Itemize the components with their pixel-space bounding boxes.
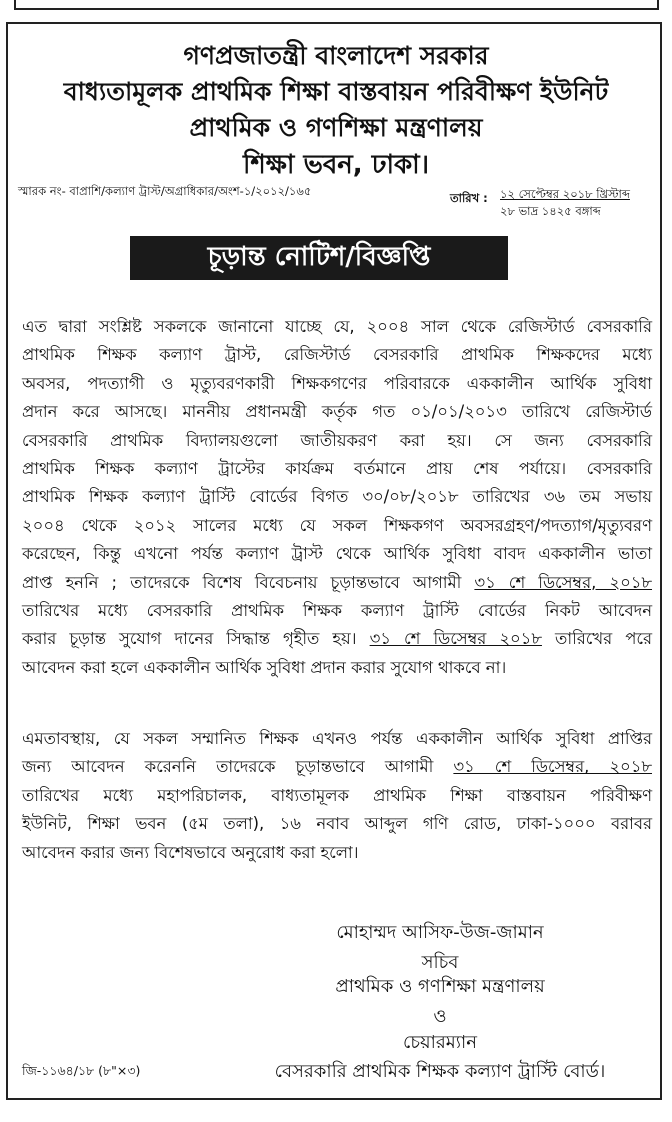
paragraph-line: তারিখের মধ্যে মহাপরিচালক, বাধ্যতামূলক প্রাথমিক শিক্ষা বাস্তবায়ন পরিবীক্ষণ	[22, 785, 652, 805]
paragraph-line: ইউনিট, শিক্ষা ভবন (৫ম তলা), ১৬ নবাব আব্দুল গণি রোড, ঢাকা-১০০০ বরাবর	[22, 814, 652, 834]
signatory-name: মোহাম্মদ আসিফ-উজ-জামান	[336, 922, 544, 943]
government-name: গণপ্রজাতন্ত্রী বাংলাদেশ সরকার	[183, 41, 489, 70]
line-text: প্রাপ্ত হননি ; তাদেরকে বিশেষ বিবেচনায় চূড়ান্তভাবে আগামী	[22, 572, 462, 592]
paragraph-line: আবেদন করা হলে এককালীন আর্থিক সুবিধা প্রদান করার সুযোগ থাকবে না।	[22, 657, 507, 677]
paragraph-line: এমতাবস্থায়, যে সকল সম্মানিত শিক্ষক এখনও পর্যন্ত এককালীন আর্থিক সুবিধা প্রাপ্তির	[22, 729, 652, 748]
date-bengali: ২৮ ভাদ্র ১৪২৫ বঙ্গাব্দ	[500, 204, 601, 218]
advertisement-reference-code: জি-১১৬৪/১৮ (৮"×৩)	[22, 1063, 141, 1078]
office-address: শিক্ষা ভবন, ঢাকা।	[242, 150, 430, 180]
paragraph-line: করেছেন, কিন্তু এখনো পর্যন্ত কল্যাণ ট্রাস্ট থেকে আর্থিক সুবিধা বাবদ এককালীন ভাতা	[22, 544, 652, 564]
paragraph-line	[22, 569, 652, 597]
paragraph-line	[22, 753, 652, 781]
signatory-role: চেয়ারম্যান	[403, 1032, 477, 1053]
paragraph-line: ২০০৪ থেকে ২০১২ সালের মধ্যে যে সকল শিক্ষকগণ অবসরগ্রহণ/পদত্যাগ/মৃত্যুবরণ	[22, 515, 652, 535]
ministry-name: প্রাথমিক ও গণশিক্ষা মন্ত্রণালয়	[189, 113, 483, 142]
notice-paragraph-1	[22, 313, 652, 682]
paragraph-line: আবেদন করার জন্য বিশেষভাবে অনুরোধ করা হলো।	[22, 842, 359, 862]
date-label: তারিখ :	[450, 191, 488, 205]
signatory-ministry: প্রাথমিক ও গণশিক্ষা মন্ত্রণালয়	[335, 976, 545, 997]
paragraph-line: প্রাথমিক শিক্ষক কল্যাণ ট্রাস্ট, রেজিস্টার্ড বেসরকারি প্রাথমিক শিক্ষকদের মধ্যে	[22, 345, 652, 365]
notice-title-banner	[130, 236, 508, 280]
notice-paragraph-2	[22, 725, 652, 867]
unit-name: বাধ্যতামূলক প্রাথমিক শিক্ষা বাস্তবায়ন পরিবীক্ষণ ইউনিট	[63, 77, 609, 106]
notice-title: চূড়ান্ত নোটিশ/বিজ্ঞপ্তি	[207, 242, 431, 272]
line-text: করার চূড়ান্ত সুযোগ দানের সিদ্ধান্ত গৃহীত হয়।	[22, 629, 357, 649]
deadline-date: ৩১ শে ডিসেম্বর, ২০১৮	[474, 572, 653, 592]
memo-number: স্মারক নং- বাপ্রাশি/কল্যাণ ট্রাস্ট/অগ্রাধিকার/অংশ-১/২০১২/১৬৫	[18, 184, 312, 198]
paragraph-line: প্রাথমিক শিক্ষক কল্যাণ ট্রাস্টি বোর্ডের বিগত ৩০/০৮/২০১৮ তারিখের ৩৬ তম সভায়	[22, 487, 652, 507]
paragraph-line: প্রদান করে আসছে। মাননীয় প্রধানমন্ত্রী কর্তৃক গত ০১/০১/২০১৩ তারিখে রেজিস্টার্ড	[22, 402, 652, 422]
line-text: তারিখের পরে	[555, 629, 652, 649]
previous-notice-frame	[14, 0, 659, 10]
deadline-date: ৩১ শে ডিসেম্বর ২০১৮	[369, 629, 542, 649]
paragraph-line: বেসরকারি প্রাথমিক বিদ্যালয়গুলো জাতীয়করণ করা হয়। সে জন্য বেসরকারি	[22, 430, 652, 450]
signatory-title: সচিব	[421, 952, 459, 973]
paragraph-line: এত দ্বারা সংশ্লিষ্ট সকলকে জানানো যাচ্ছে যে, ২০০৪ সাল থেকে রেজিস্টার্ড বেসরকারি	[22, 317, 652, 336]
paragraph-line	[22, 625, 652, 653]
paragraph-line: তারিখের মধ্যে বেসরকারি প্রাথমিক শিক্ষক কল্যাণ ট্রাস্টি বোর্ডের নিকট আবেদন	[22, 601, 652, 621]
signatory-board: বেসরকারি প্রাথমিক শিক্ষক কল্যাণ ট্রাস্টি বোর্ড।	[274, 1061, 606, 1082]
line-text: জন্য আবেদন করেননি তাদেরকে চূড়ান্তভাবে আগামী	[22, 757, 434, 777]
signatory-and: ও	[433, 1006, 447, 1027]
deadline-date: ৩১ শে ডিসেম্বর, ২০১৮	[453, 757, 652, 777]
paragraph-line: প্রাথমিক শিক্ষক কল্যাণ ট্রাস্টের কার্যক্রম বর্তমানে প্রায় শেষ পর্যায়ে। বেসরকারি	[22, 459, 652, 479]
date-gregorian: ১২ সেপ্টেম্বর ২০১৮ খ্রিস্টাব্দ	[500, 187, 630, 201]
paragraph-line: অবসর, পদত্যাগী ও মৃত্যুবরণকারী শিক্ষকগণের পরিবারকে এককালীন আর্থিক সুবিধা	[22, 373, 652, 393]
